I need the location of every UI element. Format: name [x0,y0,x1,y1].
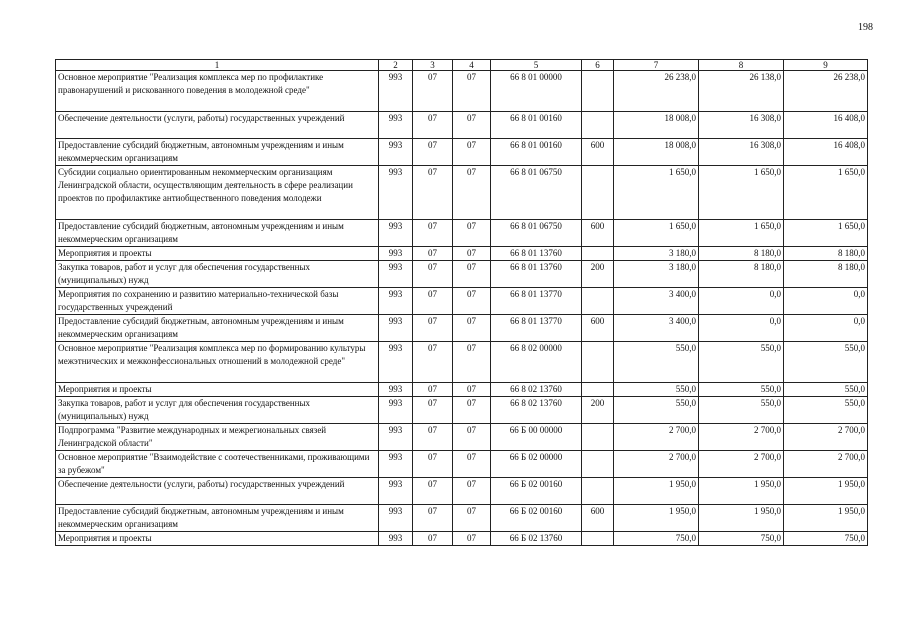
code-cell: 993 [379,71,413,112]
name-cell: Обеспечение деятельности (услуги, работы) государственных учреждений [56,112,379,139]
amount-cell: 16 308,0 [699,139,784,166]
amount-cell: 1 650,0 [699,166,784,220]
amount-cell: 2 700,0 [784,451,868,478]
column-header: 4 [453,60,491,71]
amount-cell: 0,0 [784,315,868,342]
section-cell: 07 [413,342,453,383]
table-row [56,424,868,451]
expense-type-cell [582,288,614,315]
target-article-cell: 66 Б 02 00160 [491,505,582,532]
subsection-cell: 07 [453,315,491,342]
amount-cell: 2 700,0 [784,424,868,451]
expense-type-cell [582,166,614,220]
expense-type-cell: 600 [582,315,614,342]
section-cell: 07 [413,451,453,478]
expense-type-cell [582,451,614,478]
name-cell: Основное мероприятие "Реализация комплекса мер по профилактике правонарушений и рискованного поведения в молодежной среде" [56,71,379,112]
section-cell: 07 [413,247,453,261]
amount-cell: 1 950,0 [784,505,868,532]
code-cell: 993 [379,451,413,478]
amount-cell: 8 180,0 [699,247,784,261]
name-cell: Мероприятия и проекты [56,532,379,546]
code-cell: 993 [379,532,413,546]
amount-cell: 1 950,0 [699,478,784,505]
expense-type-cell [582,532,614,546]
expense-type-cell: 600 [582,139,614,166]
amount-cell: 550,0 [699,383,784,397]
expense-type-cell [582,342,614,383]
expense-type-cell: 200 [582,261,614,288]
table-row [56,383,868,397]
code-cell: 993 [379,397,413,424]
amount-cell: 1 650,0 [784,166,868,220]
target-article-cell: 66 8 01 06750 [491,220,582,247]
budget-table [55,59,868,546]
name-cell: Основное мероприятие "Реализация комплекса мер по формированию культуры межэтнических и межконфессиональных отношений в молодежной среде" [56,342,379,383]
amount-cell: 550,0 [784,383,868,397]
code-cell: 993 [379,315,413,342]
subsection-cell: 07 [453,166,491,220]
amount-cell: 1 650,0 [614,166,699,220]
subsection-cell: 07 [453,342,491,383]
section-cell: 07 [413,139,453,166]
target-article-cell: 66 8 01 13760 [491,261,582,288]
expense-type-cell [582,383,614,397]
amount-cell: 18 008,0 [614,112,699,139]
name-cell: Основное мероприятие "Взаимодействие с соотечественниками, проживающими за рубежом" [56,451,379,478]
subsection-cell: 07 [453,71,491,112]
table-row [56,397,868,424]
table-row [56,261,868,288]
amount-cell: 3 400,0 [614,288,699,315]
table-row [56,478,868,505]
amount-cell: 550,0 [784,342,868,383]
name-cell: Мероприятия по сохранению и развитию материально-технической базы государственных учреждений [56,288,379,315]
name-cell: Предоставление субсидий бюджетным, автономным учреждениям и иным некоммерческим организациям [56,505,379,532]
section-cell: 07 [413,478,453,505]
amount-cell: 550,0 [614,383,699,397]
amount-cell: 26 138,0 [699,71,784,112]
expense-type-cell: 200 [582,397,614,424]
code-cell: 993 [379,112,413,139]
table-row [56,532,868,546]
amount-cell: 2 700,0 [614,424,699,451]
table-row [56,451,868,478]
section-cell: 07 [413,288,453,315]
amount-cell: 1 950,0 [699,505,784,532]
amount-cell: 1 650,0 [699,220,784,247]
subsection-cell: 07 [453,247,491,261]
page-number: 198 [858,22,873,33]
table-header-row [56,60,868,71]
subsection-cell: 07 [453,261,491,288]
amount-cell: 550,0 [614,342,699,383]
name-cell: Субсидии социально ориентированным некоммерческим организациям Ленинградской области, осуществляющим деятельность в сфере реализации проектов по профилактике антиобщественного поведения молодежи [56,166,379,220]
target-article-cell: 66 Б 00 00000 [491,424,582,451]
table-body [56,71,868,546]
code-cell: 993 [379,505,413,532]
amount-cell: 2 700,0 [614,451,699,478]
expense-type-cell [582,247,614,261]
subsection-cell: 07 [453,112,491,139]
amount-cell: 16 308,0 [699,112,784,139]
section-cell: 07 [413,166,453,220]
name-cell: Обеспечение деятельности (услуги, работы) государственных учреждений [56,478,379,505]
column-header: 8 [699,60,784,71]
section-cell: 07 [413,532,453,546]
amount-cell: 3 180,0 [614,247,699,261]
table-row [56,112,868,139]
column-header: 6 [582,60,614,71]
table-row [56,220,868,247]
amount-cell: 1 950,0 [614,505,699,532]
code-cell: 993 [379,383,413,397]
amount-cell: 550,0 [699,397,784,424]
target-article-cell: 66 Б 02 00160 [491,478,582,505]
target-article-cell: 66 8 01 00160 [491,112,582,139]
column-header: 9 [784,60,868,71]
target-article-cell: 66 8 02 13760 [491,383,582,397]
code-cell: 993 [379,166,413,220]
section-cell: 07 [413,505,453,532]
section-cell: 07 [413,220,453,247]
amount-cell: 8 180,0 [784,247,868,261]
target-article-cell: 66 8 01 13770 [491,288,582,315]
column-header: 1 [56,60,379,71]
table-row [56,247,868,261]
section-cell: 07 [413,261,453,288]
subsection-cell: 07 [453,288,491,315]
table-row [56,71,868,112]
amount-cell: 3 400,0 [614,315,699,342]
subsection-cell: 07 [453,478,491,505]
target-article-cell: 66 Б 02 13760 [491,532,582,546]
name-cell: Предоставление субсидий бюджетным, автономным учреждениям и иным некоммерческим организациям [56,139,379,166]
table-row [56,505,868,532]
amount-cell: 750,0 [614,532,699,546]
name-cell: Подпрограмма "Развитие международных и межрегиональных связей Ленинградской области" [56,424,379,451]
code-cell: 993 [379,342,413,383]
code-cell: 993 [379,478,413,505]
section-cell: 07 [413,71,453,112]
amount-cell: 16 408,0 [784,139,868,166]
column-header: 5 [491,60,582,71]
target-article-cell: 66 8 01 00160 [491,139,582,166]
amount-cell: 1 650,0 [614,220,699,247]
amount-cell: 550,0 [614,397,699,424]
column-header: 2 [379,60,413,71]
amount-cell: 8 180,0 [699,261,784,288]
amount-cell: 750,0 [784,532,868,546]
code-cell: 993 [379,424,413,451]
amount-cell: 16 408,0 [784,112,868,139]
amount-cell: 26 238,0 [784,71,868,112]
expense-type-cell [582,71,614,112]
amount-cell: 8 180,0 [784,261,868,288]
amount-cell: 750,0 [699,532,784,546]
subsection-cell: 07 [453,383,491,397]
target-article-cell: 66 8 02 00000 [491,342,582,383]
amount-cell: 2 700,0 [699,451,784,478]
expense-type-cell: 600 [582,220,614,247]
target-article-cell: 66 Б 02 00000 [491,451,582,478]
amount-cell: 26 238,0 [614,71,699,112]
amount-cell: 550,0 [699,342,784,383]
target-article-cell: 66 8 02 13760 [491,397,582,424]
name-cell: Закупка товаров, работ и услуг для обеспечения государственных (муниципальных) нужд [56,397,379,424]
subsection-cell: 07 [453,397,491,424]
subsection-cell: 07 [453,532,491,546]
target-article-cell: 66 8 01 06750 [491,166,582,220]
expense-type-cell [582,112,614,139]
code-cell: 993 [379,220,413,247]
target-article-cell: 66 8 01 13760 [491,247,582,261]
target-article-cell: 66 8 01 00000 [491,71,582,112]
code-cell: 993 [379,288,413,315]
section-cell: 07 [413,315,453,342]
amount-cell: 1 950,0 [614,478,699,505]
section-cell: 07 [413,383,453,397]
amount-cell: 550,0 [784,397,868,424]
expense-type-cell [582,478,614,505]
amount-cell: 0,0 [699,315,784,342]
subsection-cell: 07 [453,505,491,532]
subsection-cell: 07 [453,220,491,247]
amount-cell: 18 008,0 [614,139,699,166]
subsection-cell: 07 [453,139,491,166]
table-row [56,288,868,315]
table-row [56,139,868,166]
amount-cell: 0,0 [699,288,784,315]
code-cell: 993 [379,139,413,166]
amount-cell: 1 650,0 [784,220,868,247]
column-header: 7 [614,60,699,71]
section-cell: 07 [413,112,453,139]
amount-cell: 3 180,0 [614,261,699,288]
code-cell: 993 [379,247,413,261]
name-cell: Предоставление субсидий бюджетным, автономным учреждениям и иным некоммерческим организациям [56,315,379,342]
subsection-cell: 07 [453,424,491,451]
name-cell: Мероприятия и проекты [56,247,379,261]
section-cell: 07 [413,424,453,451]
name-cell: Мероприятия и проекты [56,383,379,397]
name-cell: Закупка товаров, работ и услуг для обеспечения государственных (муниципальных) нужд [56,261,379,288]
name-cell: Предоставление субсидий бюджетным, автономным учреждениям и иным некоммерческим организациям [56,220,379,247]
expense-type-cell [582,424,614,451]
subsection-cell: 07 [453,451,491,478]
table-row [56,166,868,220]
code-cell: 993 [379,261,413,288]
expense-type-cell: 600 [582,505,614,532]
table-row [56,315,868,342]
amount-cell: 2 700,0 [699,424,784,451]
table-row [56,342,868,383]
section-cell: 07 [413,397,453,424]
column-header: 3 [413,60,453,71]
target-article-cell: 66 8 01 13770 [491,315,582,342]
amount-cell: 1 950,0 [784,478,868,505]
amount-cell: 0,0 [784,288,868,315]
